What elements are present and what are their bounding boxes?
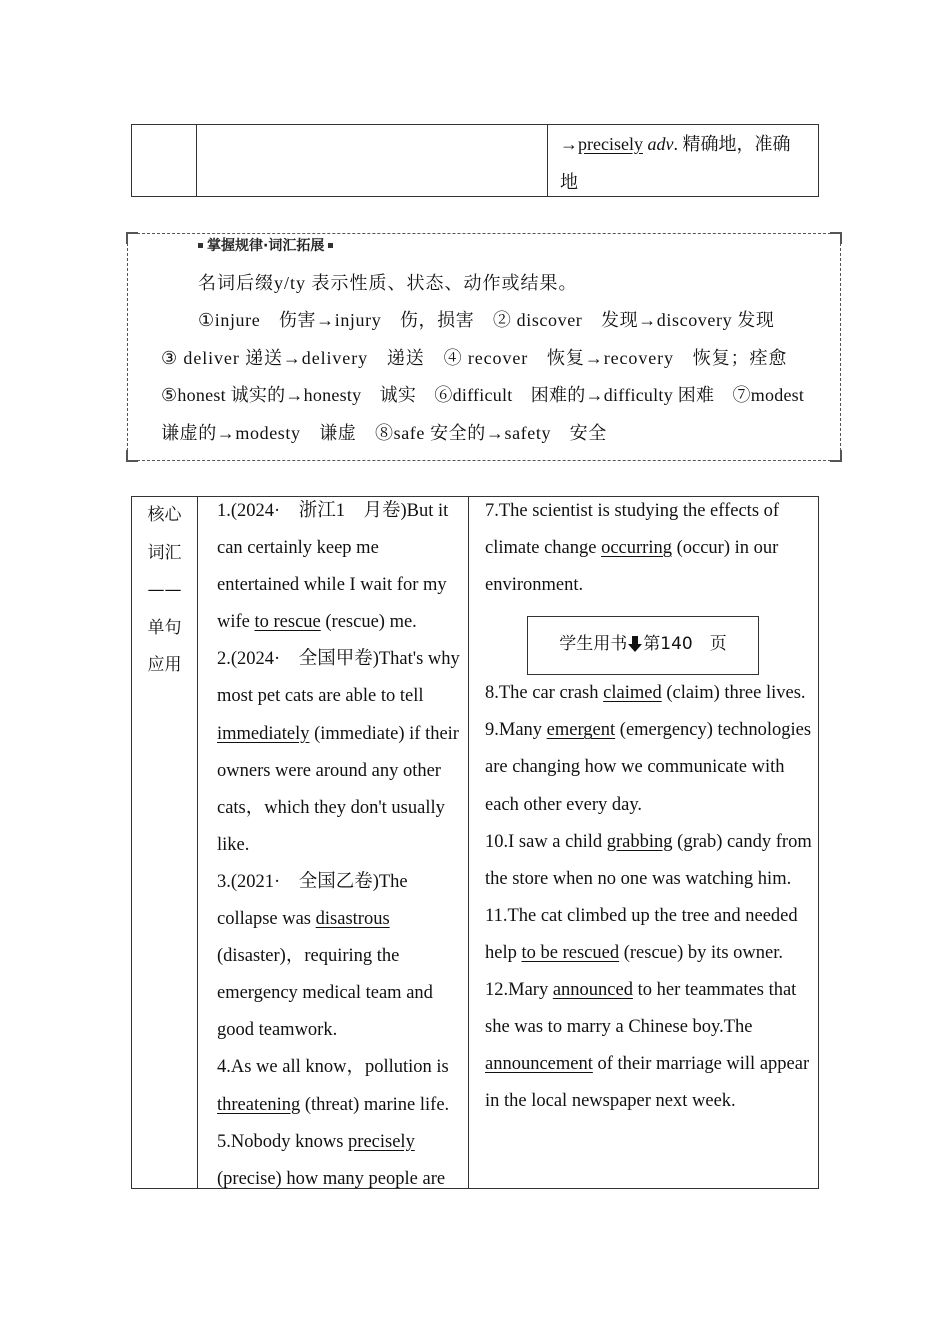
answer-blank: occurring [601, 538, 672, 559]
exercise-item: 1.(2024· 浙江1 月卷)But it can certainly keep me entertained while I wait for my wife to rescue (rescue) me. [217, 501, 449, 633]
expansion-title [198, 236, 333, 256]
exercise-column-left [217, 493, 462, 1198]
pos-dot: . [673, 134, 678, 154]
column-divider [468, 497, 469, 1188]
vocab-expansion-box [127, 233, 841, 461]
table-cell-header [132, 125, 197, 196]
square-bullet-icon [198, 243, 203, 248]
answer-blank: announced [552, 980, 633, 1001]
exercise-table [131, 496, 819, 1189]
exercise-item: 10.I saw a child grabbing (grab) candy from the store when no one was watching him. [485, 831, 812, 889]
answer-blank: announcement [485, 1054, 593, 1075]
exercise-item: 11.The cat climbed up the tree and needed help to be rescued (rescue) by its owner. [485, 905, 798, 963]
expansion-title-text: 掌握规律·词汇拓展 [207, 238, 325, 254]
part-of-speech: adv [647, 134, 674, 154]
answer-blank: threatening [217, 1094, 301, 1115]
exercise-item: 7.The scientist is studying the effects of climate change occurring (occur) in our environment. [485, 501, 780, 596]
derivation-line: 谦虚的→modesty 谦虚 ⑧safe 安全的→safety 安全 [161, 422, 607, 443]
arrow-text: → [560, 134, 578, 154]
corner-mark [126, 232, 138, 244]
meaning-line-2: 地 [560, 172, 578, 192]
suffix-rule: 名词后缀y/ty 表示性质、状态、动作或结果。 [198, 273, 578, 293]
corner-mark [830, 232, 842, 244]
row-header-line: —— [147, 580, 182, 600]
row-header-line: 单句 [147, 617, 182, 638]
row-header-line: 应用 [147, 655, 182, 675]
corner-mark [126, 450, 138, 462]
column-divider [197, 497, 198, 1188]
vocab-table-continuation [131, 124, 819, 197]
derivation-line: ①injure 伤害→injury 伤，损害 ② discover 发现→discovery 发现 [198, 310, 775, 330]
answer-blank: grabbing [606, 831, 673, 852]
row-header [132, 497, 197, 685]
exercise-item: 12.Mary announced to her teammates that she was to marry a Chinese boy.The announcement of their marriage will appear in the local newspaper next week. [485, 980, 810, 1112]
page-ref-label: 学生用书 [559, 634, 628, 655]
row-header-line: 词汇 [147, 542, 182, 563]
answer-blank: immediately [217, 723, 310, 744]
exercise-item: 8.The car crash claimed (claim) three lives. [485, 683, 806, 704]
table-cell-empty [197, 125, 548, 196]
down-arrow-icon [628, 636, 642, 652]
answer-blank: precisely [348, 1131, 415, 1152]
derivation-list [161, 302, 833, 452]
page-ref-number: 第140 页 [643, 634, 727, 655]
exercise-item: 3.(2021· 全国乙卷)The collapse was disastrous (disaster)，requiring the emergency medical team and good teamwork. [217, 871, 433, 1041]
exercise-item: 2.(2024· 全国甲卷)That's why most pet cats are able to tell immediately (immediate) if their owners were around any other cats，which they don't usually like. [217, 649, 460, 855]
answer-blank: disastrous [315, 909, 390, 930]
exercise-item: 4.As we all know，pollution is threatening (threat) marine life. [217, 1057, 450, 1115]
row-header-line: 核心 [147, 505, 182, 525]
derivation-line: ③ deliver 递送→delivery 递送 ④ recover 恢复→recovery 恢复；痊愈 [161, 347, 788, 368]
table-cell-derivatives [560, 125, 812, 201]
derivation-line: ⑤honest 诚实的→honesty 诚实 ⑥difficult 困难的→difficulty 困难 ⑦modest [161, 385, 805, 405]
square-bullet-icon [328, 243, 333, 248]
meaning-line-1: 精确地，准确 [677, 134, 791, 154]
exercise-item: 9.Many emergent (emergency) technologies are changing how we communicate with each other every day. [485, 720, 812, 815]
exercise-column-right [485, 493, 815, 1120]
answer-blank: to be rescued [521, 942, 620, 963]
exercise-item: 5.Nobody knows precisely (precise) how many people are [217, 1131, 446, 1189]
answer-blank: claimed [603, 683, 662, 704]
derived-word: precisely [578, 134, 643, 154]
answer-blank: to rescue [254, 612, 321, 633]
answer-blank: emergent [546, 720, 616, 741]
student-book-page-ref [527, 616, 759, 675]
